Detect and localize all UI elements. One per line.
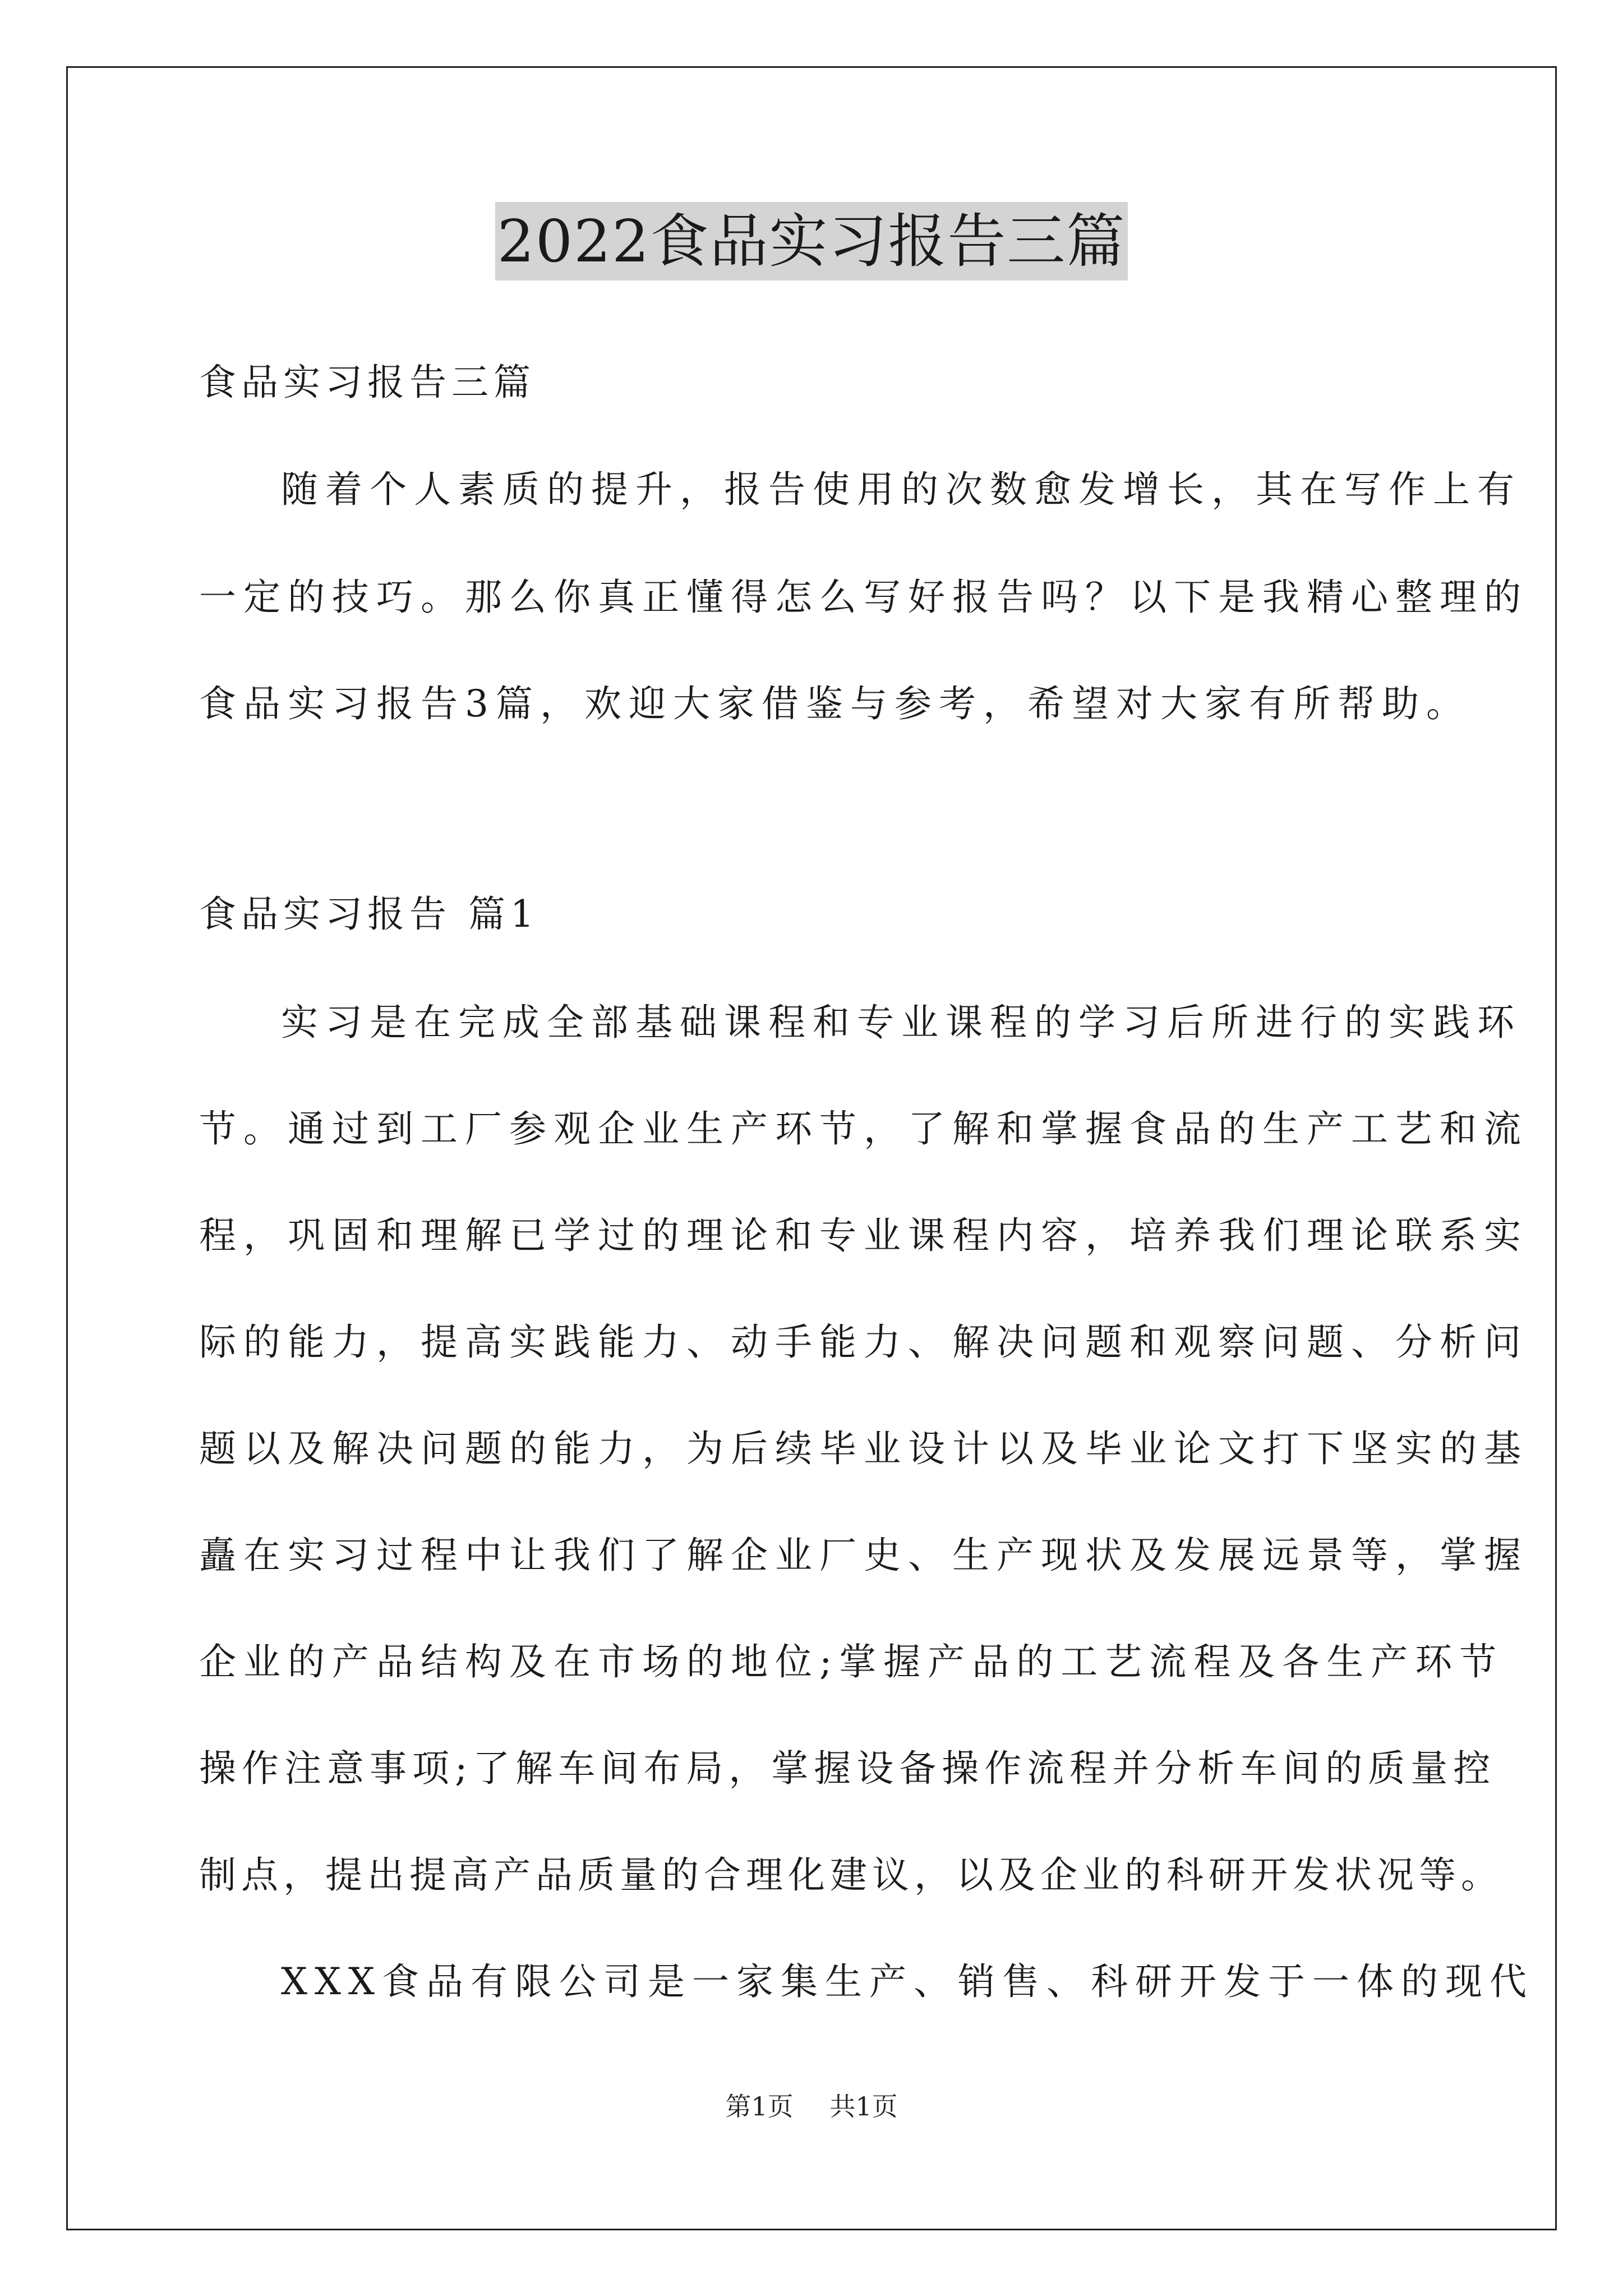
document-title-text: 2022食品实习报告三篇: [495, 202, 1128, 280]
body-paragraph-line: 制点，提出提高产品质量的合理化建议，以及企业的科研开发状况等。: [199, 1853, 1503, 1897]
body-paragraph-line: 矗在实习过程中让我们了解企业厂史、生产现状及发展远景等，掌握: [199, 1534, 1528, 1577]
page-number-current: 第1页: [725, 2091, 794, 2122]
intro-paragraph-line: 食品实习报告3篇，欢迎大家借鉴与参考，希望对大家有所帮助。: [199, 682, 1470, 725]
body-paragraph-line: 节。通过到工厂参观企业生产环节，了解和掌握食品的生产工艺和流: [199, 1107, 1528, 1151]
body-paragraph-line: 程，巩固和理解已学过的理论和专业课程内容，培养我们理论联系实: [199, 1214, 1528, 1257]
body-paragraph-line: 际的能力，提高实践能力、动手能力、解决问题和观察问题、分析问: [199, 1320, 1528, 1364]
document-subtitle: 食品实习报告三篇: [199, 361, 536, 404]
section-heading: 食品实习报告 篇1: [199, 892, 539, 936]
body-paragraph-line: 实习是在完成全部基础课程和专业课程的学习后所进行的实践环: [281, 1001, 1521, 1044]
body-paragraph-line: XXX食品有限公司是一家集生产、销售、科研开发于一体的现代: [281, 1960, 1534, 2003]
body-paragraph-line: 操作注意事项;了解车间布局，掌握设备操作流程并分析车间的质量控: [199, 1747, 1496, 1790]
document-title: [0, 202, 1623, 280]
body-paragraph-line: 题以及解决问题的能力，为后续毕业设计以及毕业论文打下坚实的基: [199, 1427, 1528, 1470]
intro-paragraph-line: 一定的技巧。那么你真正懂得怎么写好报告吗？以下是我精心整理的: [199, 576, 1528, 619]
intro-paragraph-line: 随着个人素质的提升，报告使用的次数愈发增长，其在写作上有: [281, 468, 1521, 511]
body-paragraph-line: 企业的产品结构及在市场的地位;掌握产品的工艺流程及各生产环节: [199, 1640, 1504, 1683]
page-number-total: 共1页: [829, 2091, 898, 2122]
page-footer: [0, 2090, 1623, 2123]
